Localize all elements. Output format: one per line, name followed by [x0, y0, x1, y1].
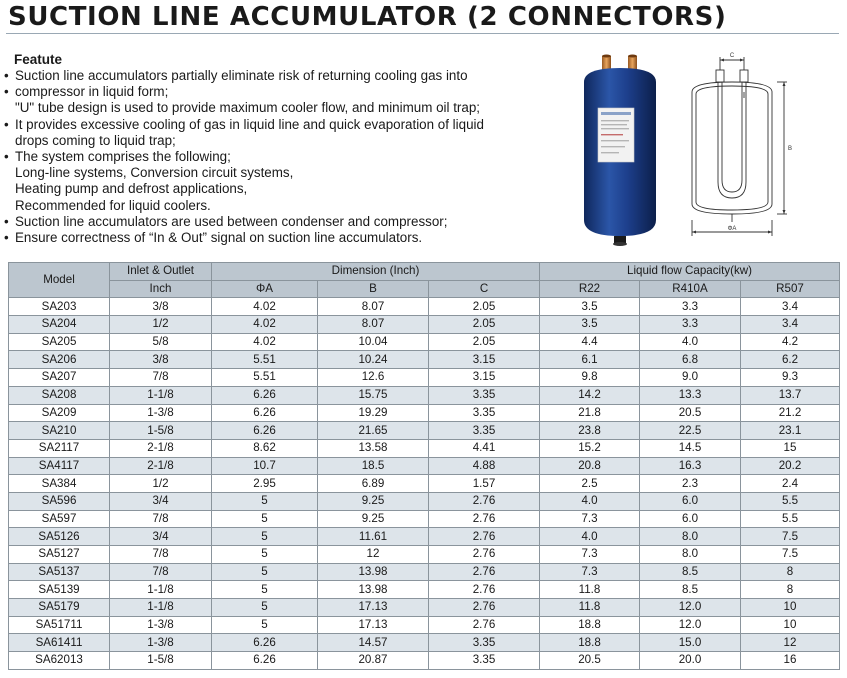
cell-r507: 20.2 [741, 457, 840, 475]
feature-text: Ensure correctness of “In & Out” signal on suction line accumulators. [15, 230, 423, 246]
cell-r410a: 9.0 [640, 369, 741, 387]
cell-r22: 4.4 [540, 333, 640, 351]
cell-b: 13.98 [318, 563, 429, 581]
feature-line [4, 133, 544, 149]
cell-inlet-inch: 2-1/8 [110, 457, 212, 475]
bullet-icon: • [4, 68, 9, 83]
table-subheader-row [9, 280, 840, 298]
cell-r410a: 4.0 [640, 333, 741, 351]
feature-line [4, 230, 544, 246]
cell-r507: 9.3 [741, 369, 840, 387]
cell-c: 2.76 [429, 599, 540, 617]
table-row [9, 369, 840, 387]
cell-r410a: 3.3 [640, 316, 741, 334]
subheader-r22: R22 [540, 280, 640, 298]
cell-phi-a: 6.26 [212, 652, 318, 670]
cell-model: SA5127 [9, 546, 110, 564]
table-row [9, 422, 840, 440]
cell-inlet-inch: 1-1/8 [110, 386, 212, 404]
cell-model: SA209 [9, 404, 110, 422]
cell-inlet-inch: 1-1/8 [110, 581, 212, 599]
cell-phi-a: 6.26 [212, 386, 318, 404]
cell-r507: 5.5 [741, 510, 840, 528]
cell-phi-a: 5 [212, 510, 318, 528]
table-row [9, 546, 840, 564]
cell-phi-a: 5 [212, 528, 318, 546]
cell-inlet-inch: 7/8 [110, 510, 212, 528]
cell-c: 4.88 [429, 457, 540, 475]
cell-r507: 5.5 [741, 492, 840, 510]
features-heading: Featute [14, 52, 63, 67]
cell-phi-a: 10.7 [212, 457, 318, 475]
bullet-icon: • [4, 84, 9, 100]
cell-r22: 4.0 [540, 528, 640, 546]
cell-inlet-inch: 7/8 [110, 546, 212, 564]
cell-r507: 13.7 [741, 386, 840, 404]
cell-r410a: 6.0 [640, 492, 741, 510]
cell-phi-a: 4.02 [212, 333, 318, 351]
cell-r410a: 12.0 [640, 616, 741, 634]
cell-c: 2.76 [429, 510, 540, 528]
cell-b: 17.13 [318, 599, 429, 617]
subheader-r410a: R410A [640, 280, 741, 298]
cell-inlet-inch: 7/8 [110, 563, 212, 581]
cell-r22: 3.5 [540, 316, 640, 334]
cell-r507: 6.2 [741, 351, 840, 369]
header-inlet-outlet: Inlet & Outlet [110, 263, 212, 281]
cell-r507: 3.4 [741, 298, 840, 316]
cell-r410a: 22.5 [640, 422, 741, 440]
cell-model: SA206 [9, 351, 110, 369]
table-row [9, 333, 840, 351]
cell-model: SA62013 [9, 652, 110, 670]
cell-phi-a: 8.62 [212, 439, 318, 457]
cell-b: 18.5 [318, 457, 429, 475]
cell-r22: 23.8 [540, 422, 640, 440]
feature-text: The system comprises the following; [15, 149, 231, 165]
cell-r410a: 14.5 [640, 439, 741, 457]
subheader-c: C [429, 280, 540, 298]
cell-c: 2.76 [429, 492, 540, 510]
dimension-c-label: C [729, 53, 735, 59]
cell-r410a: 8.0 [640, 528, 741, 546]
cell-r22: 2.5 [540, 475, 640, 493]
feature-text: It provides excessive cooling of gas in liquid line and quick evaporation of liquid [15, 116, 484, 132]
cell-b: 19.29 [318, 404, 429, 422]
dimension-a-label: ΦA [727, 226, 737, 232]
cell-r507: 23.1 [741, 422, 840, 440]
feature-text: "U" tube design is used to provide maximum cooler flow, and minimum oil trap; [15, 100, 480, 116]
cell-c: 2.76 [429, 563, 540, 581]
cell-b: 9.25 [318, 510, 429, 528]
cell-r507: 7.5 [741, 546, 840, 564]
cell-inlet-inch: 1/2 [110, 475, 212, 493]
cell-b: 13.98 [318, 581, 429, 599]
cell-model: SA597 [9, 510, 110, 528]
cell-r507: 21.2 [741, 404, 840, 422]
table-row [9, 616, 840, 634]
cell-r507: 16 [741, 652, 840, 670]
cell-inlet-inch: 1-5/8 [110, 652, 212, 670]
feature-text: compressor in liquid form; [15, 84, 169, 100]
cell-b: 20.87 [318, 652, 429, 670]
header-model: Model [9, 263, 110, 298]
cell-b: 8.07 [318, 316, 429, 334]
cell-r22: 7.3 [540, 563, 640, 581]
cell-model: SA5139 [9, 581, 110, 599]
table-header-row [9, 263, 840, 281]
page-title: SUCTION LINE ACCUMULATOR (2 CONNECTORS) [8, 2, 727, 32]
cell-c: 3.35 [429, 422, 540, 440]
cell-phi-a: 6.26 [212, 422, 318, 440]
accumulator-dimension-drawing [684, 52, 794, 240]
bullet-icon: • [4, 213, 9, 229]
cell-r507: 12 [741, 634, 840, 652]
cell-inlet-inch: 1-3/8 [110, 634, 212, 652]
subheader-r507: R507 [741, 280, 840, 298]
table-row [9, 599, 840, 617]
cell-inlet-inch: 3/8 [110, 351, 212, 369]
cell-r22: 20.5 [540, 652, 640, 670]
cell-r507: 10 [741, 599, 840, 617]
cell-c: 4.41 [429, 439, 540, 457]
dimension-b-label: B [787, 146, 793, 152]
cell-r507: 7.5 [741, 528, 840, 546]
cell-r22: 6.1 [540, 351, 640, 369]
cell-b: 10.24 [318, 351, 429, 369]
table-row [9, 634, 840, 652]
cell-phi-a: 5 [212, 599, 318, 617]
cell-phi-a: 5.51 [212, 351, 318, 369]
cell-r507: 10 [741, 616, 840, 634]
cell-r410a: 8.5 [640, 581, 741, 599]
cell-inlet-inch: 1/2 [110, 316, 212, 334]
cell-model: SA208 [9, 386, 110, 404]
cell-c: 2.05 [429, 316, 540, 334]
cell-r410a: 6.0 [640, 510, 741, 528]
cell-model: SA384 [9, 475, 110, 493]
cell-r507: 8 [741, 581, 840, 599]
cell-inlet-inch: 2-1/8 [110, 439, 212, 457]
cell-c: 3.15 [429, 351, 540, 369]
table-row [9, 316, 840, 334]
cell-r22: 18.8 [540, 616, 640, 634]
cell-b: 9.25 [318, 492, 429, 510]
cell-r410a: 12.0 [640, 599, 741, 617]
feature-line [4, 149, 544, 165]
cell-model: SA203 [9, 298, 110, 316]
subheader-phi-a: ΦA [212, 280, 318, 298]
cell-r22: 11.8 [540, 581, 640, 599]
cell-inlet-inch: 5/8 [110, 333, 212, 351]
cell-c: 2.76 [429, 581, 540, 599]
cell-r410a: 2.3 [640, 475, 741, 493]
cell-r22: 21.8 [540, 404, 640, 422]
cell-r410a: 16.3 [640, 457, 741, 475]
table-row [9, 439, 840, 457]
cell-r410a: 8.0 [640, 546, 741, 564]
cell-b: 10.04 [318, 333, 429, 351]
table-row [9, 386, 840, 404]
cell-r22: 20.8 [540, 457, 640, 475]
cell-r507: 4.2 [741, 333, 840, 351]
cell-b: 13.58 [318, 439, 429, 457]
cell-phi-a: 5 [212, 546, 318, 564]
cell-r22: 11.8 [540, 599, 640, 617]
cell-c: 1.57 [429, 475, 540, 493]
feature-line [4, 84, 544, 100]
feature-line [4, 68, 544, 84]
cell-b: 14.57 [318, 634, 429, 652]
cell-r22: 9.8 [540, 369, 640, 387]
cell-model: SA5179 [9, 599, 110, 617]
cell-c: 3.35 [429, 652, 540, 670]
cell-inlet-inch: 1-3/8 [110, 404, 212, 422]
cell-inlet-inch: 3/4 [110, 528, 212, 546]
cell-b: 12 [318, 546, 429, 564]
feature-line [4, 181, 544, 197]
table-row [9, 652, 840, 670]
cell-c: 2.76 [429, 528, 540, 546]
cell-r410a: 13.3 [640, 386, 741, 404]
cell-c: 3.35 [429, 386, 540, 404]
cell-inlet-inch: 1-3/8 [110, 616, 212, 634]
feature-line [4, 100, 544, 116]
cell-b: 11.61 [318, 528, 429, 546]
cell-phi-a: 6.26 [212, 404, 318, 422]
cell-c: 2.76 [429, 546, 540, 564]
cell-r22: 4.0 [540, 492, 640, 510]
specification-table [8, 262, 840, 670]
cell-c: 2.05 [429, 298, 540, 316]
feature-text: Heating pump and defrost applications, [15, 181, 248, 197]
accumulator-product-image [578, 52, 662, 248]
cell-r507: 2.4 [741, 475, 840, 493]
header-dimension: Dimension (Inch) [212, 263, 540, 281]
bullet-icon: • [4, 116, 9, 132]
cell-b: 8.07 [318, 298, 429, 316]
feature-text: Suction line accumulators partially eliminate risk of returning cooling gas into [15, 68, 468, 83]
cell-model: SA5137 [9, 563, 110, 581]
cell-model: SA61411 [9, 634, 110, 652]
table-row [9, 298, 840, 316]
cell-inlet-inch: 7/8 [110, 369, 212, 387]
cell-r410a: 3.3 [640, 298, 741, 316]
table-row [9, 528, 840, 546]
table-row [9, 563, 840, 581]
cell-inlet-inch: 1-1/8 [110, 599, 212, 617]
cell-r507: 3.4 [741, 316, 840, 334]
cell-b: 21.65 [318, 422, 429, 440]
cell-inlet-inch: 3/4 [110, 492, 212, 510]
cell-b: 12.6 [318, 369, 429, 387]
feature-line [4, 117, 544, 133]
bullet-icon: • [4, 230, 9, 246]
cell-r22: 18.8 [540, 634, 640, 652]
cell-model: SA596 [9, 492, 110, 510]
cell-phi-a: 5.51 [212, 369, 318, 387]
bullet-icon: • [4, 149, 9, 165]
cell-phi-a: 5 [212, 581, 318, 599]
cell-r410a: 15.0 [640, 634, 741, 652]
title-divider [6, 33, 839, 34]
cell-r410a: 8.5 [640, 563, 741, 581]
feature-line [4, 165, 544, 181]
table-body [9, 298, 840, 669]
cell-model: SA210 [9, 422, 110, 440]
cell-c: 2.76 [429, 616, 540, 634]
cell-r507: 8 [741, 563, 840, 581]
cell-model: SA4117 [9, 457, 110, 475]
subheader-inch: Inch [110, 280, 212, 298]
cell-r410a: 20.0 [640, 652, 741, 670]
cell-r410a: 6.8 [640, 351, 741, 369]
features-list [4, 68, 544, 246]
header-capacity: Liquid flow Capacity(kw) [540, 263, 840, 281]
table-row [9, 510, 840, 528]
cell-b: 17.13 [318, 616, 429, 634]
cell-c: 3.35 [429, 634, 540, 652]
table-row [9, 581, 840, 599]
cell-inlet-inch: 3/8 [110, 298, 212, 316]
cell-r410a: 20.5 [640, 404, 741, 422]
feature-text: drops coming to liquid trap; [15, 132, 176, 148]
cell-b: 15.75 [318, 386, 429, 404]
cell-model: SA2117 [9, 439, 110, 457]
feature-line [4, 214, 544, 230]
cell-r22: 7.3 [540, 546, 640, 564]
cell-b: 6.89 [318, 475, 429, 493]
cell-inlet-inch: 1-5/8 [110, 422, 212, 440]
cell-r22: 3.5 [540, 298, 640, 316]
cell-phi-a: 5 [212, 616, 318, 634]
cell-model: SA205 [9, 333, 110, 351]
cell-phi-a: 4.02 [212, 298, 318, 316]
cell-r22: 15.2 [540, 439, 640, 457]
feature-text: Suction line accumulators are used between condenser and compressor; [15, 213, 448, 229]
table-row [9, 457, 840, 475]
table-row [9, 404, 840, 422]
feature-line [4, 198, 544, 214]
feature-text: Long-line systems, Conversion circuit systems, [15, 165, 294, 181]
cell-c: 3.15 [429, 369, 540, 387]
cell-model: SA5126 [9, 528, 110, 546]
cell-c: 2.05 [429, 333, 540, 351]
subheader-b: B [318, 280, 429, 298]
feature-text: Recommended for liquid coolers. [15, 197, 211, 213]
cell-phi-a: 5 [212, 492, 318, 510]
table-row [9, 475, 840, 493]
cell-model: SA204 [9, 316, 110, 334]
table-row [9, 492, 840, 510]
cell-r507: 15 [741, 439, 840, 457]
table-row [9, 351, 840, 369]
cell-phi-a: 4.02 [212, 316, 318, 334]
cell-r22: 7.3 [540, 510, 640, 528]
cell-phi-a: 2.95 [212, 475, 318, 493]
cell-c: 3.35 [429, 404, 540, 422]
cell-model: SA207 [9, 369, 110, 387]
cell-phi-a: 6.26 [212, 634, 318, 652]
cell-model: SA51711 [9, 616, 110, 634]
cell-r22: 14.2 [540, 386, 640, 404]
cell-phi-a: 5 [212, 563, 318, 581]
